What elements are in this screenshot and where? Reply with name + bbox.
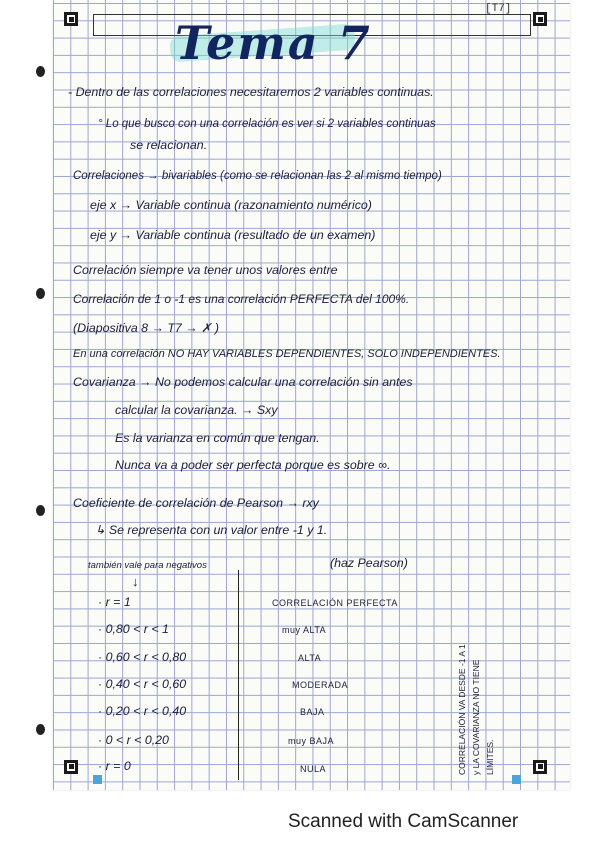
note-line: En una correlación NO HAY VARIABLES DEPENDIENTES, SOLO INDEPENDIENTES. [73, 348, 501, 360]
table-row-range: · 0,20 < r < 0,40 [98, 704, 187, 718]
note-line: Es la varianza en común que tengan. [115, 431, 320, 445]
side-note [455, 565, 497, 775]
note-line: calcular la covarianza. → Sxy [115, 403, 278, 417]
table-row-label: BAJA [300, 707, 325, 717]
table-row-range: · 0,80 < r < 1 [98, 622, 169, 636]
table-row-range: · 0 < r < 0,20 [98, 733, 169, 747]
note-line: Correlación siempre va tener unos valores entre [73, 263, 338, 277]
table-note: también vale para negativos [88, 560, 207, 571]
table-row-range: · r = 1 [98, 595, 131, 609]
note-line: se relacionan. [130, 138, 208, 152]
table-row-label: CORRELACIÓN PERFECTA [272, 598, 398, 608]
page-title: Tema 7 [175, 16, 372, 70]
table-row-label: muy ALTA [282, 625, 327, 635]
note-line: Correlación de 1 o -1 es una correlación PERFECTA del 100%. [73, 292, 410, 306]
note-line: (haz Pearson) [330, 556, 408, 570]
note-line: Coeficiente de correlación de Pearson → rxy [73, 496, 319, 510]
table-row-label: ALTA [298, 653, 322, 663]
side-note-text: CORRELACIÓN VA DESDE -1 A 1 y LA COVARIANZA NO TIENE LÍMITES. [457, 644, 495, 775]
note-line: eje y → Variable continua (resultado de un examen) [90, 228, 376, 242]
corner-marker-icon [64, 12, 78, 26]
note-line: ↳ Se representa con un valor entre -1 y 1. [95, 523, 328, 537]
table-row-label: muy BAJA [288, 736, 335, 746]
footer-watermark: Scanned with CamScanner [288, 811, 519, 832]
note-line: eje x → Variable continua (razonamiento numérico) [90, 198, 372, 212]
punch-hole [36, 505, 45, 516]
blue-marker-icon [93, 775, 102, 784]
corner-marker-icon [533, 12, 547, 26]
table-row-range: · r = 0 [98, 759, 131, 773]
table-row-range: · 0,60 < r < 0,80 [98, 650, 187, 664]
note-line: Nunca va a poder ser perfecta porque es sobre ∞. [115, 458, 391, 472]
corner-marker-icon [533, 760, 547, 774]
note-line [73, 320, 219, 335]
note-line: Correlaciones → bivariables (como se relacionan las 2 al mismo tiempo) [73, 170, 442, 182]
page-number: [T7] [485, 3, 512, 15]
note-line: ° Lo que busco con una correlación es ver si 2 variables continuas [98, 118, 436, 130]
table-row-label: MODERADA [292, 680, 349, 690]
note-line: - Dentro de las correlaciones necesitaremos 2 variables continuas. [68, 85, 434, 99]
punch-hole [36, 66, 45, 77]
down-arrow-icon: ↓ [132, 574, 139, 589]
punch-hole [36, 724, 45, 735]
corner-marker-icon [64, 760, 78, 774]
punch-hole [36, 288, 45, 299]
table-row-label: NULA [300, 764, 327, 774]
table-divider [238, 570, 239, 780]
note-text: (Diapositiva 8 → T7 → ✗ ) [73, 321, 220, 335]
table-row-range: · 0,40 < r < 0,60 [98, 677, 187, 691]
note-line: Covarianza → No podemos calcular una correlación sin antes [73, 375, 413, 389]
blue-marker-icon [512, 775, 521, 784]
